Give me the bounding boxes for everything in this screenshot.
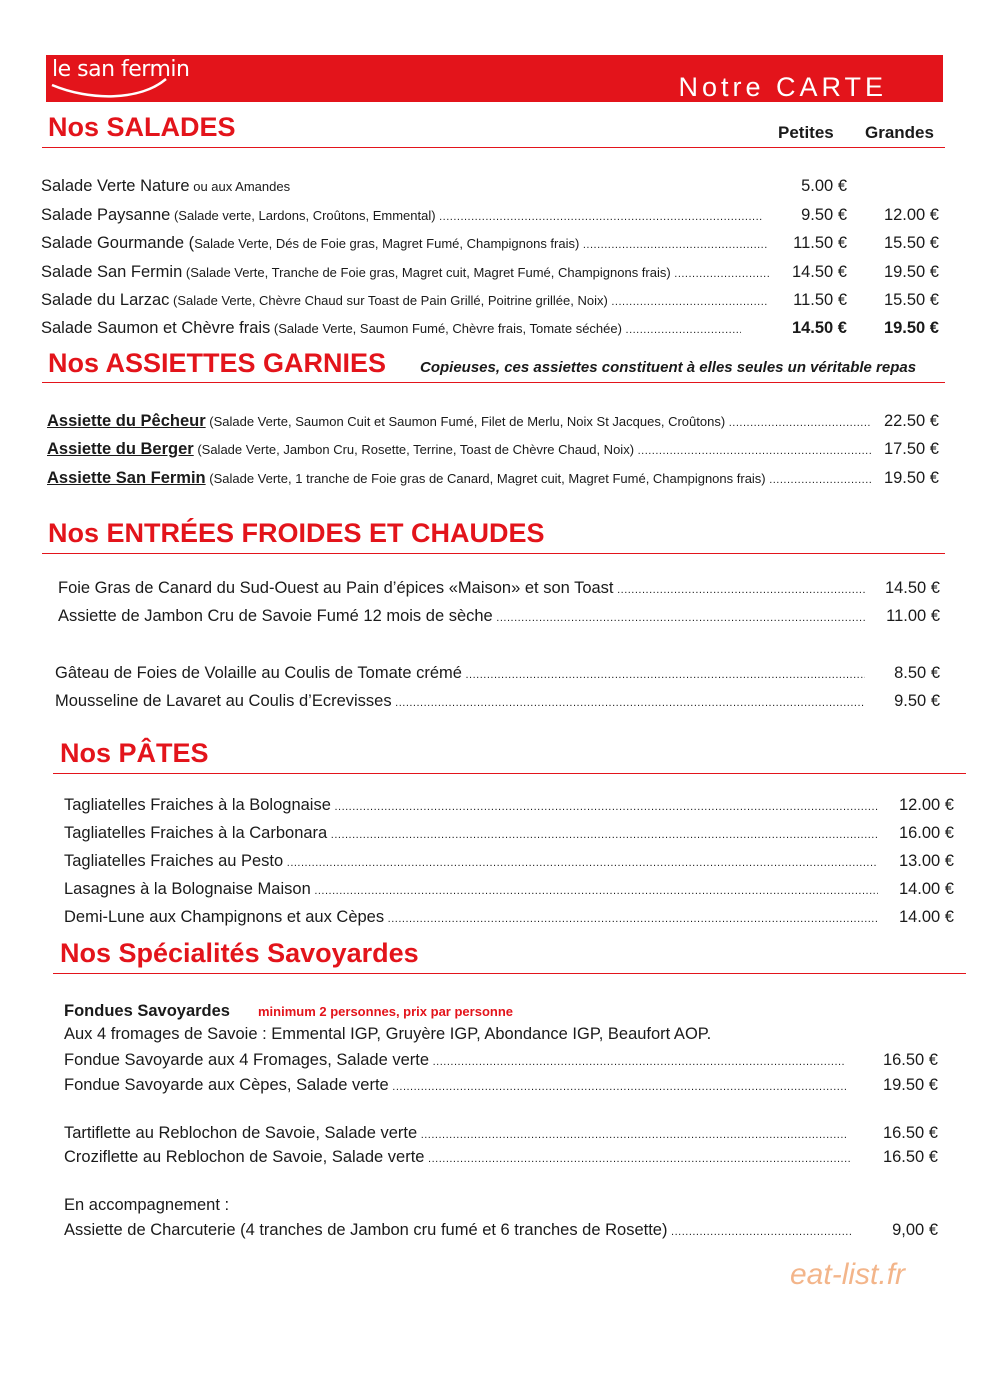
item-price: 14.00 € — [898, 880, 954, 898]
menu-item-pates — [64, 821, 956, 845]
menu-item-fondue — [64, 1073, 944, 1097]
item-name: Salade Verte Nature — [41, 177, 190, 195]
menu-item-salade — [41, 174, 941, 198]
item-detail: Salade Verte, Dés de Foie gras, Magret Fumé, Champignons frais) — [194, 236, 580, 251]
item-detail: (Salade Verte, Tranche de Foie gras, Magret cuit, Magret Fumé, Champignons frais) — [182, 265, 671, 280]
menu-item-entree — [58, 604, 942, 628]
item-name: Salade San Fermin — [41, 263, 183, 281]
item-name: Foie Gras de Canard du Sud-Ouest au Pain d’épices «Maison» et son Toast — [58, 579, 614, 597]
item-name: Assiette San Fermin — [47, 469, 206, 487]
header-banner — [46, 55, 943, 102]
menu-item-assiette — [47, 466, 941, 490]
item-name: Croziflette au Reblochon de Savoie, Salade verte — [64, 1148, 425, 1166]
menu-item-assiette — [47, 437, 941, 461]
item-price: 14.50 € — [884, 579, 940, 597]
price-grande: 19.50 € — [883, 263, 939, 281]
item-name: Lasagnes à la Bolognaise Maison — [64, 880, 311, 898]
section-title-entrees: Nos ENTRÉES FROIDES ET CHAUDES — [48, 518, 545, 548]
item-detail: (Salade Verte, 1 tranche de Foie gras de Canard, Magret cuit, Magret Fumé, Champignons frais) — [205, 471, 766, 486]
item-name: Salade Gourmande ( — [41, 234, 195, 252]
item-price: 14.00 € — [898, 908, 954, 926]
menu-item-salade — [41, 203, 941, 227]
price-petite: 11.50 € — [793, 234, 847, 252]
price-petite: 14.50 € — [791, 263, 847, 281]
price-petite: 9.50 € — [801, 206, 847, 224]
price-grande: 12.00 € — [883, 206, 939, 224]
item-detail: (Salade Verte, Saumon Fumé, Chèvre frais, Tomate séchée) — [270, 321, 622, 336]
price-petite: 11.50 € — [793, 291, 847, 309]
item-detail: ou aux Amandes — [189, 179, 291, 194]
menu-item-salade — [41, 231, 941, 255]
item-detail: (Salade Verte, Chèvre Chaud sur Toast de Pain Grillé, Poitrine grillée, Noix) — [169, 293, 608, 308]
item-name: Fondue Savoyarde aux Cèpes, Salade verte — [64, 1076, 389, 1094]
watermark: eat-list.fr — [790, 1258, 906, 1291]
item-detail: (Salade verte, Lardons, Croûtons, Emmental) — [170, 208, 436, 223]
item-name: Demi-Lune aux Champignons et aux Cèpes — [64, 908, 385, 926]
item-price: 9.50 € — [894, 692, 940, 710]
menu-item-entree — [58, 576, 942, 600]
menu-item-salade — [41, 260, 941, 284]
item-price: 16.50 € — [882, 1124, 938, 1142]
fondues-label: Fondues Savoyardes — [64, 1002, 230, 1020]
menu-item-pates — [64, 905, 956, 929]
fondues-note: minimum 2 personnes, prix par personne — [257, 1004, 513, 1019]
column-grandes: Grandes — [865, 123, 934, 142]
item-name: Assiette de Jambon Cru de Savoie Fumé 12 mois de sèche — [58, 607, 493, 625]
menu-item-salade — [41, 316, 941, 340]
section-title-savoyardes: Nos Spécialités Savoyardes — [60, 938, 419, 968]
section-divider — [53, 973, 966, 974]
price-grande: 19.50 € — [883, 319, 939, 337]
fromages-description: Aux 4 fromages de Savoie : Emmental IGP, Gruyère IGP, Abondance IGP, Beaufort AOP. — [64, 1025, 712, 1043]
item-price: 19.50 € — [883, 469, 939, 487]
fondues-heading — [64, 1002, 513, 1021]
restaurant-logo: le san fermin — [52, 57, 190, 82]
item-name: Mousseline de Lavaret au Coulis d’Ecrevisses — [55, 692, 392, 710]
menu-item-entree — [55, 661, 942, 685]
section-title-pates: Nos PÂTES — [60, 738, 209, 768]
item-detail: (Salade Verte, Saumon Cuit et Saumon Fumé, Filet de Merlu, Noix St Jacques, Croûtons) — [205, 414, 726, 429]
price-grande: 15.50 € — [883, 291, 939, 309]
menu-item-pates — [64, 793, 956, 817]
section-divider — [42, 553, 945, 554]
assiettes-tagline: Copieuses, ces assiettes constituent à elles seules un véritable repas — [420, 359, 917, 376]
menu-item-reblochon — [64, 1145, 944, 1169]
item-price: 12.00 € — [898, 796, 954, 814]
section-title-salades: Nos SALADES — [48, 112, 236, 142]
menu-item-reblochon — [64, 1121, 944, 1145]
item-price: 17.50 € — [883, 440, 939, 458]
logo-swoosh-icon — [50, 77, 170, 99]
item-price: 22.50 € — [883, 412, 939, 430]
section-title-assiettes: Nos ASSIETTES GARNIES — [48, 348, 387, 378]
item-name: Assiette de Charcuterie (4 tranches de Jambon cru fumé et 6 tranches de Rosette) — [64, 1221, 668, 1239]
price-petite: 14.50 € — [791, 319, 847, 337]
item-price: 13.00 € — [898, 852, 954, 870]
menu-item-fondue — [64, 1048, 944, 1072]
menu-item-salade — [41, 288, 941, 312]
menu-item-accompagnement — [64, 1218, 944, 1242]
item-price: 16.00 € — [898, 824, 954, 842]
item-name: Tagliatelles Fraiches à la Carbonara — [64, 824, 328, 842]
item-name: Tartiflette au Reblochon de Savoie, Salade verte — [64, 1124, 418, 1142]
menu-item-pates — [64, 849, 956, 873]
item-price: 19.50 € — [882, 1076, 938, 1094]
item-price: 8.50 € — [894, 664, 940, 682]
item-name: Salade Saumon et Chèvre frais — [41, 319, 271, 337]
price-petite: 5.00 € — [801, 177, 847, 195]
item-name: Fondue Savoyarde aux 4 Fromages, Salade verte — [64, 1051, 430, 1069]
item-name: Assiette du Pêcheur — [47, 412, 206, 430]
menu-item-pates — [64, 877, 956, 901]
item-name: Gâteau de Foies de Volaille au Coulis de Tomate crémé — [55, 664, 462, 682]
section-divider — [53, 773, 966, 774]
column-petites: Petites — [778, 123, 834, 142]
section-divider — [42, 147, 945, 148]
section-divider — [42, 382, 945, 383]
item-price: 11.00 € — [886, 607, 940, 625]
item-name: Tagliatelles Fraiches à la Bolognaise — [64, 796, 331, 814]
menu-title: Notre CARTE — [678, 72, 887, 102]
item-price: 9,00 € — [892, 1221, 938, 1239]
price-grande: 15.50 € — [883, 234, 939, 252]
item-name: Assiette du Berger — [47, 440, 194, 458]
item-price: 16.50 € — [882, 1148, 938, 1166]
menu-item-assiette — [47, 409, 941, 433]
menu-item-entree — [55, 689, 942, 713]
item-name: Salade du Larzac — [41, 291, 170, 309]
accompagnement-label: En accompagnement : — [64, 1196, 230, 1214]
item-detail: (Salade Verte, Jambon Cru, Rosette, Terrine, Toast de Chèvre Chaud, Noix) — [193, 442, 635, 457]
item-name: Salade Paysanne — [41, 206, 171, 224]
item-price: 16.50 € — [882, 1051, 938, 1069]
item-name: Tagliatelles Fraiches au Pesto — [64, 852, 284, 870]
